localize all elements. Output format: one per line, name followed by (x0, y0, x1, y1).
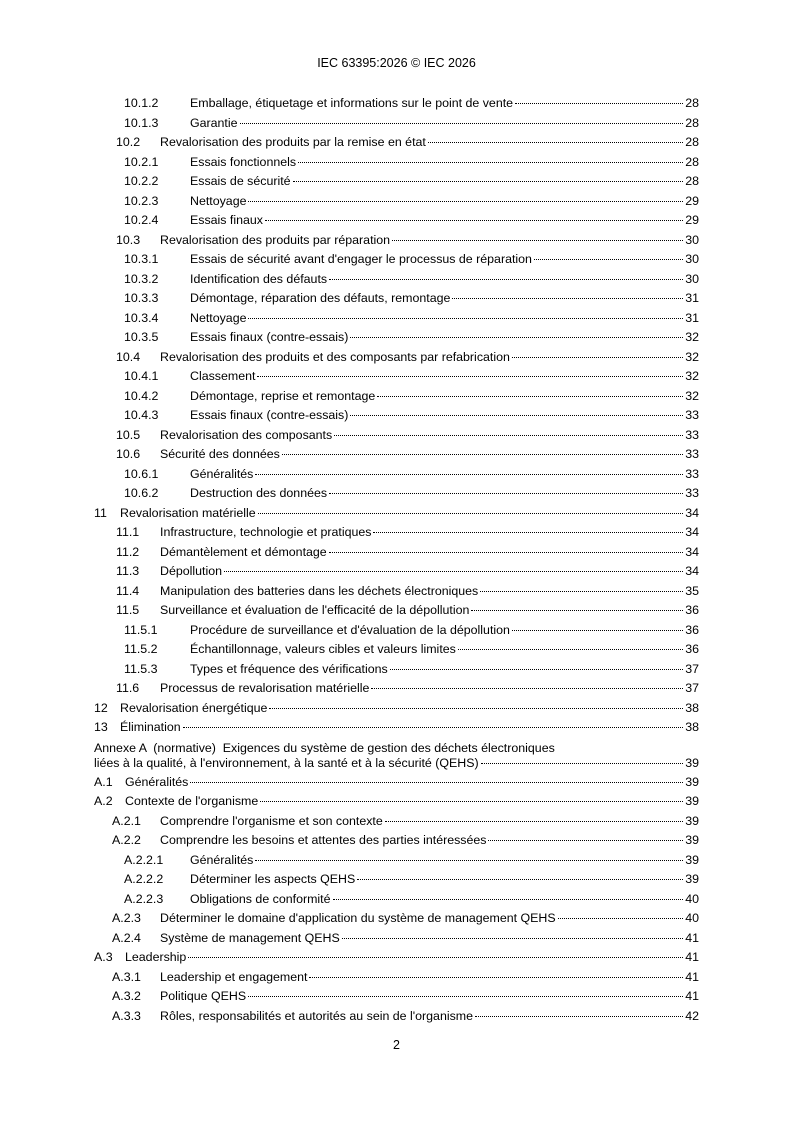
dot-leader (350, 415, 683, 416)
toc-entry[interactable] (94, 601, 699, 621)
toc-entry-number: 10.4.3 (124, 408, 159, 422)
toc-entry-number: A.3.2 (112, 989, 141, 1003)
dot-leader (255, 474, 683, 475)
toc-entry-number: 10.4.1 (124, 369, 159, 383)
dot-leader (298, 162, 683, 163)
toc-entry-title: Leadership et engagement (160, 969, 308, 984)
toc-entry-number: 10.2.1 (124, 154, 159, 169)
dot-leader (534, 259, 683, 260)
page-header: IEC 63395:2026 © IEC 2026 (317, 56, 476, 70)
annex-title-line2-row (94, 756, 699, 771)
toc-entry-number: 11.5.3 (124, 661, 158, 676)
toc-entry[interactable] (94, 773, 699, 793)
toc-entry-number: A.2.2.3 (124, 891, 164, 906)
toc-entry-title: Identification des défauts (190, 271, 328, 286)
toc-entry[interactable] (94, 582, 699, 602)
toc-entry[interactable] (94, 504, 699, 524)
toc-entry[interactable] (94, 114, 699, 134)
toc-entry-page: 32 (685, 330, 699, 344)
toc-entry-title: Revalorisation des produits par réparation (160, 232, 391, 247)
toc-entry-title: Essais de sécurité (190, 174, 291, 188)
toc-entry[interactable] (94, 948, 699, 968)
toc-entry-title: Essais finaux (contre-essais) (190, 408, 349, 422)
toc-entry-number: A.2.2.2 (124, 872, 164, 886)
toc-entry-number: 11.5.2 (124, 642, 158, 656)
dot-leader (342, 938, 683, 939)
dot-leader (329, 279, 683, 280)
toc-entry-title: Système de management QEHS (160, 930, 340, 945)
dot-leader (248, 318, 683, 319)
dot-leader (458, 649, 683, 650)
toc-entry-page: 32 (685, 349, 699, 364)
toc-entry-number: 10.2.4 (124, 213, 159, 227)
toc-entry-title: Généralités (190, 852, 254, 867)
dot-leader (224, 571, 683, 572)
toc-entry[interactable] (94, 929, 699, 949)
toc-entry-page: 33 (685, 447, 699, 461)
toc-entry[interactable] (94, 270, 699, 290)
toc-entry-title: Essais finaux (contre-essais) (190, 330, 349, 344)
toc-entry-page: 38 (685, 700, 699, 715)
toc-entry-page: 32 (685, 369, 699, 383)
toc-entry-page: 36 (685, 622, 699, 637)
toc-entry[interactable] (94, 406, 699, 426)
toc-entry-page: 39 (685, 813, 699, 828)
toc-entry-page: 33 (685, 466, 699, 481)
table-of-contents (94, 94, 699, 1026)
toc-entry-title: Emballage, étiquetage et informations sur le point de vente (190, 96, 514, 110)
dot-leader (309, 977, 683, 978)
toc-entry[interactable] (94, 484, 699, 504)
toc-entry-page: 41 (685, 930, 699, 945)
dot-leader (188, 957, 683, 958)
toc-entry-number: 10.4 (116, 349, 141, 364)
toc-entry-page: 33 (685, 427, 699, 442)
dot-leader (377, 396, 683, 397)
toc-entry-page: 29 (685, 213, 699, 227)
toc-entry-number: 11.2 (116, 544, 140, 559)
toc-entry-title: Échantillonnage, valeurs cibles et valeurs limites (190, 642, 456, 656)
toc-entry-title: Manipulation des batteries dans les déchets électroniques (160, 583, 479, 598)
toc-entry[interactable] (94, 348, 699, 368)
toc-entry-number: 10.2.3 (124, 193, 159, 208)
toc-entry[interactable] (94, 426, 699, 446)
dot-leader (333, 899, 683, 900)
toc-entry[interactable] (94, 250, 699, 270)
toc-entry-page: 40 (685, 911, 699, 925)
toc-entry[interactable] (94, 231, 699, 251)
toc-entry-page: 34 (685, 505, 699, 520)
toc-entry-title: Revalorisation énergétique (120, 700, 268, 715)
toc-entry[interactable] (94, 679, 699, 699)
dot-leader (190, 782, 683, 783)
toc-entry-page: 41 (685, 950, 699, 964)
toc-entry-title: Garantie (190, 115, 238, 130)
toc-entry[interactable] (94, 289, 699, 309)
toc-entry[interactable] (94, 445, 699, 465)
toc-entry-number: A.2.4 (112, 930, 141, 945)
toc-entry-title: Sécurité des données (160, 447, 280, 461)
dot-leader (558, 918, 683, 919)
dot-leader (512, 630, 683, 631)
toc-entry[interactable] (94, 543, 699, 563)
dot-leader (329, 493, 683, 494)
toc-entry-page: 32 (685, 388, 699, 403)
toc-entry[interactable] (94, 831, 699, 851)
toc-entry-number: 10.3 (116, 232, 141, 247)
dot-leader (258, 513, 683, 514)
toc-entry-title: Contexte de l'organisme (125, 794, 259, 808)
dot-leader (293, 181, 683, 182)
toc-entry-number: 11.6 (116, 681, 140, 695)
dot-leader (265, 220, 683, 221)
toc-entry-page: 34 (685, 525, 699, 539)
toc-entry-title: Élimination (120, 720, 181, 734)
toc-entry-page: 28 (685, 96, 699, 110)
toc-entry-title: Essais finaux (190, 213, 264, 227)
dot-leader (452, 298, 683, 299)
toc-entry-page: 36 (685, 642, 699, 656)
toc-entry-title: Essais de sécurité avant d'engager le processus de réparation (190, 252, 532, 266)
toc-entry-page: 39 (685, 794, 699, 808)
toc-entry-number: 11.3 (116, 564, 140, 578)
toc-entry[interactable] (94, 792, 699, 812)
toc-entry[interactable] (94, 465, 699, 485)
toc-entry[interactable] (94, 211, 699, 231)
toc-entry-number: 11.4 (116, 583, 140, 598)
toc-entry-page: 39 (685, 872, 699, 886)
toc-entry-number: 10.3.3 (124, 291, 159, 305)
dot-leader (282, 454, 683, 455)
toc-entry-number: 11.5 (116, 603, 140, 617)
toc-entry-page: 42 (685, 1008, 699, 1023)
dot-leader (373, 532, 683, 533)
toc-entry-number: 10.3.5 (124, 330, 159, 344)
dot-leader (255, 860, 683, 861)
page-number: 2 (393, 1038, 400, 1052)
dot-leader (481, 763, 683, 764)
dot-leader (480, 591, 683, 592)
toc-entry-title: Procédure de surveillance et d'évaluation de la dépollution (190, 622, 510, 637)
toc-entry-number: 10.3.4 (124, 310, 159, 325)
toc-entry-page: 39 (685, 755, 699, 770)
toc-entry-number: 10.3.2 (124, 271, 159, 286)
toc-entry-title: Revalorisation des produits par la remise en état (160, 135, 426, 149)
dot-leader (385, 821, 683, 822)
toc-entry-title: Politique QEHS (160, 989, 247, 1003)
toc-entry[interactable] (94, 890, 699, 910)
dot-leader (488, 840, 683, 841)
toc-entry-number: 13 (94, 720, 108, 734)
toc-entry-number: A.3.3 (112, 1008, 141, 1023)
toc-entry-page: 29 (685, 193, 699, 208)
toc-entry-title: Déterminer les aspects QEHS (190, 872, 356, 886)
toc-entry-number: 10.6.1 (124, 466, 159, 481)
toc-entry-page: 39 (685, 774, 699, 789)
toc-entry-number: 11.5.1 (124, 622, 158, 637)
toc-entry-page: 31 (685, 291, 699, 305)
toc-entry-title: Revalorisation des produits et des composants par refabrication (160, 349, 510, 364)
toc-entry-title: Classement (190, 369, 256, 383)
toc-entry-title: Obligations de conformité (190, 891, 331, 906)
toc-entry[interactable] (94, 851, 699, 871)
toc-entry-title: Comprendre les besoins et attentes des parties intéressées (160, 833, 487, 847)
toc-entry[interactable] (94, 909, 699, 929)
toc-entry-title: Démontage, réparation des défauts, remontage (190, 291, 451, 305)
toc-entry[interactable] (94, 699, 699, 719)
toc-entry-title: Infrastructure, technologie et pratiques (160, 525, 372, 539)
toc-entry[interactable] (94, 367, 699, 387)
toc-entry-number: 10.6.2 (124, 486, 159, 500)
toc-entry-page: 33 (685, 486, 699, 500)
toc-entry-page: 28 (685, 174, 699, 188)
toc-entry-page: 30 (685, 252, 699, 266)
toc-entry-title: Généralités (125, 774, 189, 789)
toc-entry-page: 28 (685, 115, 699, 130)
toc-entry-page: 30 (685, 271, 699, 286)
dot-leader (390, 669, 683, 670)
toc-entry-title: Rôles, responsabilités et autorités au sein de l'organisme (160, 1008, 473, 1023)
toc-entry-page: 34 (685, 564, 699, 578)
toc-entry-page: 31 (685, 310, 699, 325)
toc-entry-page: 40 (685, 891, 699, 906)
toc-entry-page: 36 (685, 603, 699, 617)
toc-annex-entry[interactable] (94, 738, 699, 773)
toc-entry[interactable] (94, 133, 699, 153)
dot-leader (334, 435, 683, 436)
toc-entry-title: Surveillance et évaluation de l'efficacité de la dépollution (160, 603, 470, 617)
toc-entry[interactable] (94, 328, 699, 348)
toc-entry-title: Déterminer le domaine d'application du système de management QEHS (160, 911, 556, 925)
toc-entry-title: Démantèlement et démontage (160, 544, 327, 559)
toc-entry-number: 10.2.2 (124, 174, 159, 188)
toc-entry[interactable] (94, 621, 699, 641)
dot-leader (428, 142, 683, 143)
toc-entry[interactable] (94, 640, 699, 660)
dot-leader (329, 552, 683, 553)
toc-entry[interactable] (94, 812, 699, 832)
toc-entry-page: 34 (685, 544, 699, 559)
toc-entry[interactable] (94, 387, 699, 407)
toc-entry-page: 30 (685, 232, 699, 247)
toc-entry-title: Généralités (190, 466, 254, 481)
dot-leader (240, 123, 683, 124)
toc-entry[interactable] (94, 153, 699, 173)
dot-leader (248, 996, 683, 997)
toc-entry-page: 39 (685, 852, 699, 867)
toc-entry-number: 10.1.2 (124, 96, 159, 110)
toc-entry-title: Essais fonctionnels (190, 154, 297, 169)
toc-entry-number: 12 (94, 700, 108, 715)
toc-entry-title: Dépollution (160, 564, 222, 578)
dot-leader (260, 801, 683, 802)
toc-entry[interactable] (94, 660, 699, 680)
toc-entry-page: 39 (685, 833, 699, 847)
toc-entry-title: Types et fréquence des vérifications (190, 661, 388, 676)
toc-entry-page: 41 (685, 989, 699, 1003)
toc-entry-number: 10.1.3 (124, 115, 159, 130)
toc-entry-title: Destruction des données (190, 486, 328, 500)
dot-leader (371, 688, 683, 689)
toc-entry[interactable] (94, 523, 699, 543)
dot-leader (269, 708, 683, 709)
toc-entry-page: 35 (685, 583, 699, 598)
toc-entry-number: A.3.1 (112, 969, 141, 984)
toc-entry-number: 10.2 (116, 135, 141, 149)
toc-entry-page: 28 (685, 154, 699, 169)
toc-entry[interactable] (94, 718, 699, 738)
toc-entry-number: A.2.3 (112, 911, 141, 925)
toc-entry-title: Nettoyage (190, 310, 247, 325)
toc-entry[interactable] (94, 562, 699, 582)
toc-entry[interactable] (94, 192, 699, 212)
toc-entry-page: 38 (685, 720, 699, 734)
toc-entry[interactable] (94, 968, 699, 988)
toc-entry-number: 10.6 (116, 447, 141, 461)
dot-leader (257, 376, 683, 377)
toc-entry-title: Revalorisation matérielle (120, 505, 256, 520)
toc-entry-title: Processus de revalorisation matérielle (160, 681, 370, 695)
toc-entry-number: 11.1 (116, 525, 140, 539)
toc-entry-number: A.2.2.1 (124, 852, 164, 867)
toc-entry-title: Nettoyage (190, 193, 247, 208)
toc-entry-page: 33 (685, 408, 699, 422)
toc-entry-page: 28 (685, 135, 699, 149)
toc-entry-number: 10.3.1 (124, 252, 159, 266)
dot-leader (471, 610, 683, 611)
toc-entry[interactable] (94, 172, 699, 192)
dot-leader (515, 103, 683, 104)
dot-leader (357, 879, 683, 880)
toc-entry[interactable] (94, 309, 699, 329)
dot-leader (248, 201, 683, 202)
toc-entry[interactable] (94, 1007, 699, 1027)
dot-leader (512, 357, 683, 358)
annex-title-line2: liées à la qualité, à l'environnement, à la santé et à la sécurité (QEHS) (94, 755, 479, 770)
toc-entry[interactable] (94, 94, 699, 114)
toc-entry[interactable] (94, 987, 699, 1007)
toc-entry[interactable] (94, 870, 699, 890)
toc-entry-title: Revalorisation des composants (160, 427, 333, 442)
dot-leader (183, 727, 683, 728)
toc-entry-page: 37 (685, 661, 699, 676)
dot-leader (392, 240, 683, 241)
toc-entry-title: Leadership (125, 950, 187, 964)
toc-entry-number: 10.5 (116, 427, 141, 442)
toc-entry-page: 37 (685, 681, 699, 695)
toc-entry-title: Comprendre l'organisme et son contexte (160, 813, 383, 828)
toc-entry-number: A.2 (94, 794, 113, 808)
toc-entry-page: 41 (685, 969, 699, 984)
toc-entry-number: 10.4.2 (124, 388, 159, 403)
toc-entry-number: A.3 (94, 950, 113, 964)
toc-entry-number: A.1 (94, 774, 113, 789)
annex-title-line1: Annexe A (normative) Exigences du système de gestion des déchets électroniques (94, 740, 555, 755)
dot-leader (475, 1016, 683, 1017)
toc-entry-number: 11 (94, 505, 107, 520)
toc-entry-title: Démontage, reprise et remontage (190, 388, 376, 403)
dot-leader (350, 337, 683, 338)
toc-entry-number: A.2.2 (112, 833, 141, 847)
toc-entry-number: A.2.1 (112, 813, 141, 828)
